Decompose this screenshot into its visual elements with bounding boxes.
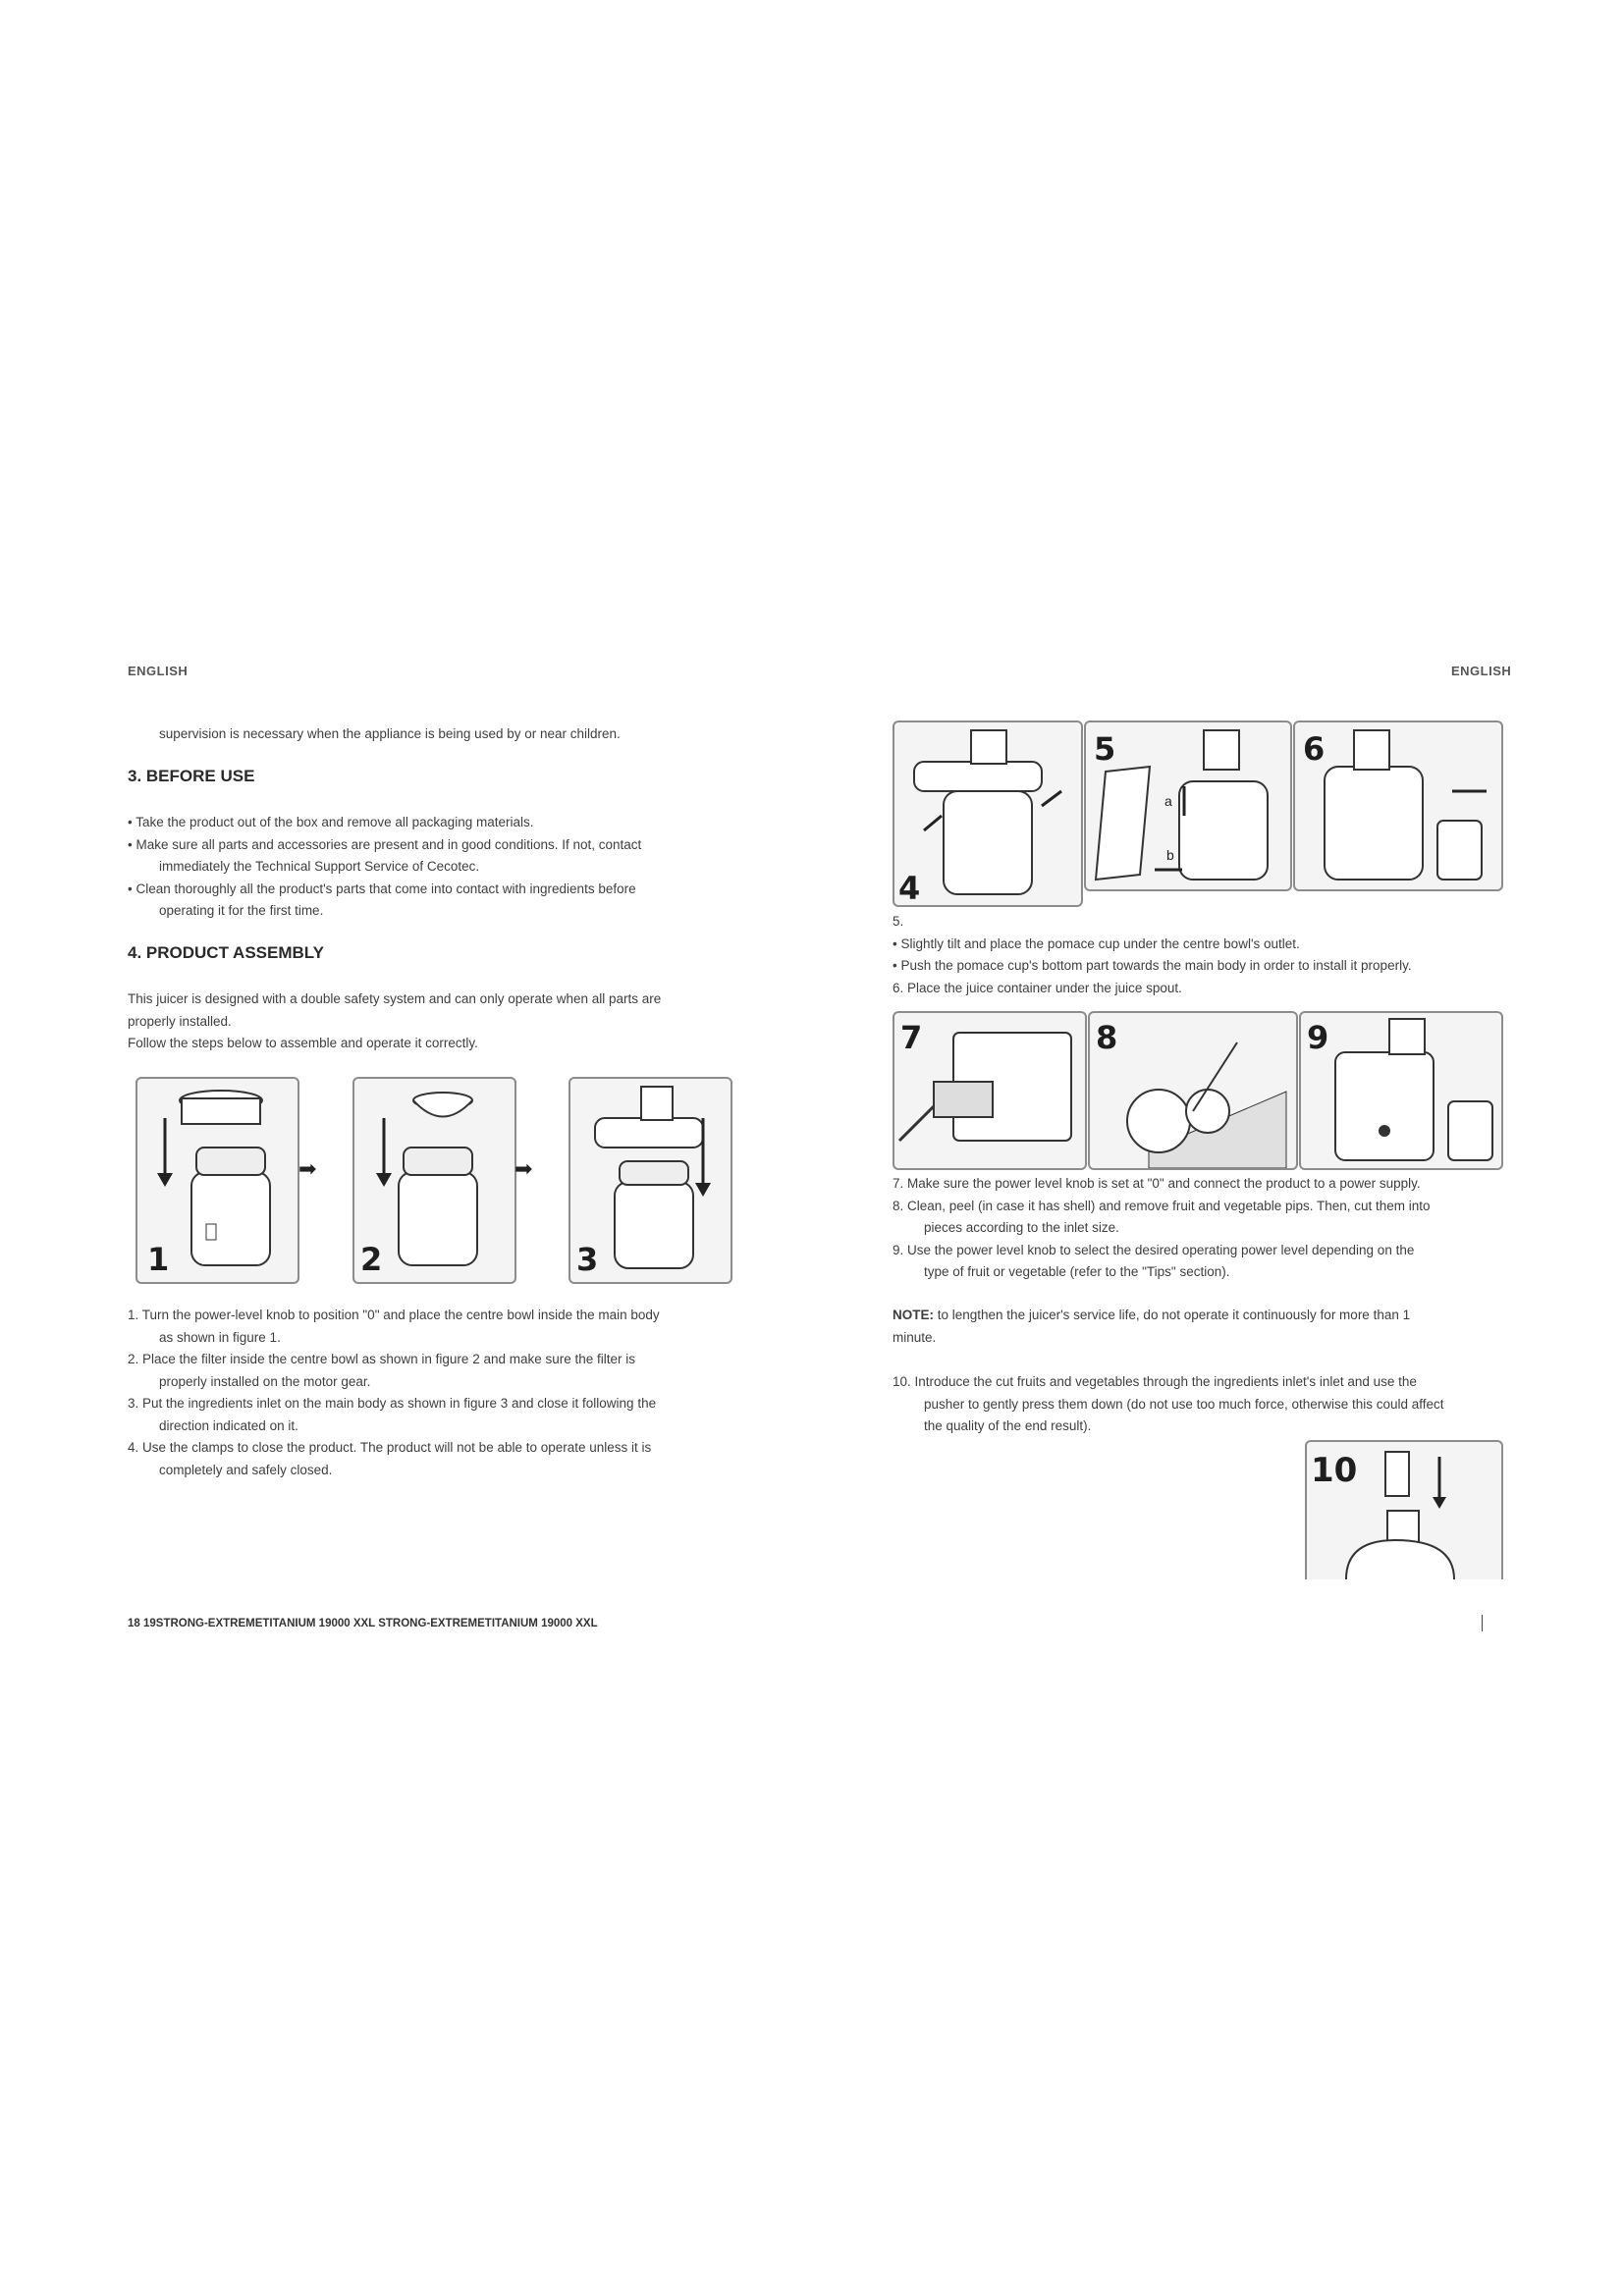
figure-number: 5 [1094,730,1116,768]
list-item: 4. Use the clamps to close the product. The product will not be able to operate unless it is [128,1440,652,1455]
step-10 [893,1371,1521,1438]
section-before-use-title: 3. BEFORE USE [128,767,255,785]
assembly-intro [128,988,766,1055]
arrow-icon: ➡ [514,1156,533,1181]
intro-text: supervision is necessary when the appliance is being used by or near children. [159,726,621,741]
list-item: 1. Turn the power-level knob to position "0" and place the centre bowl inside the main body [128,1308,660,1322]
page-header-left: ENGLISH [128,664,189,678]
section-assembly-title: 4. PRODUCT ASSEMBLY [128,943,324,962]
figure-4 [893,721,1083,907]
figure-number: 1 [147,1241,170,1278]
note-label: NOTE: [893,1308,934,1322]
arrow-icon: ➡ [298,1156,317,1181]
steps-7-9 [893,1173,1521,1284]
figure-1 [135,1077,299,1284]
figure-number: 10 [1311,1451,1358,1490]
label-b: b [1166,847,1174,863]
figure-3 [568,1077,732,1284]
step-5-6-text [893,911,1521,999]
figure-number: 2 [360,1241,383,1278]
list-item: 7. Make sure the power level knob is set at "0" and connect the product to a power supply. [893,1176,1421,1191]
figure-number: 4 [898,870,921,905]
figure-6 [1293,721,1503,891]
list-item: • Slightly tilt and place the pomace cup under the centre bowl's outlet. [893,935,1300,951]
list-item: • Clean thoroughly all the product's parts that come into contact with ingredients before [128,881,636,896]
list-item: operating it for the first time. [159,903,324,918]
paragraph-line: properly installed. [128,1013,232,1029]
figure-number: 7 [900,1019,923,1056]
list-item: • Push the pomace cup's bottom part towards the main body in order to install it properly. [893,958,1412,973]
paragraph-line: This juicer is designed with a double safety system and can only operate when all parts are [128,991,662,1006]
list-item: 2. Place the filter inside the centre bowl as shown in figure 2 and make sure the filter is [128,1352,636,1366]
pusher-illustration [1307,1442,1501,1579]
cutting-fruit-illustration [1090,1013,1296,1168]
list-item: properly installed on the motor gear. [159,1373,371,1389]
juicer-illustration-5 [1086,722,1290,889]
figure-10 [1305,1440,1503,1579]
note-text: to lengthen the juicer's service life, do not operate it continuously for more than 1 [934,1308,1411,1322]
list-item: 3. Put the ingredients inlet on the main body as shown in figure 3 and close it following the [128,1396,657,1411]
juicer-illustration-2 [354,1079,514,1282]
list-item: • Make sure all parts and accessories are present and in good conditions. If not, contact [128,836,642,852]
figure-2 [352,1077,516,1284]
figure-number: 8 [1096,1019,1118,1056]
list-item: type of fruit or vegetable (refer to the "Tips" section). [924,1264,1230,1279]
power-plug-illustration [894,1013,1085,1168]
list-item: pusher to gently press them down (do not use too much force, otherwise this could affect [924,1396,1444,1412]
list-item: 10. Introduce the cut fruits and vegetables through the ingredients inlet's inlet and use the [893,1374,1417,1389]
figure-number: 9 [1307,1019,1329,1056]
paragraph-line: Follow the steps below to assemble and operate it correctly. [128,1036,478,1050]
juicer-knob-illustration [1301,1013,1501,1168]
figure-7 [893,1011,1087,1170]
list-item: the quality of the end result). [924,1418,1092,1433]
list-item: 6. Place the juice container under the juice spout. [893,980,1182,995]
figure-5 [1084,721,1292,891]
figure-8 [1088,1011,1298,1170]
figure-number: 6 [1303,730,1326,768]
juicer-illustration-3 [570,1079,731,1282]
note [893,1305,1521,1349]
label-a: a [1164,793,1172,809]
list-item: as shown in figure 1. [159,1329,281,1345]
before-use-list [128,812,756,923]
page-footer: 18 19STRONG-EXTREMETITANIUM 19000 XXL STRONG-EXTREMETITANIUM 19000 XXL [128,1618,598,1629]
footer-divider [1482,1615,1483,1631]
list-item: 5. [893,914,904,929]
juicer-illustration-1 [137,1079,298,1282]
note-text-2: minute. [893,1329,937,1345]
juicer-illustration-4 [894,722,1081,905]
list-item: completely and safely closed. [159,1462,333,1477]
juicer-illustration-6 [1295,722,1501,889]
list-item: • Take the product out of the box and remove all packaging materials. [128,815,534,829]
list-item: direction indicated on it. [159,1417,298,1433]
list-item: 8. Clean, peel (in case it has shell) and remove fruit and vegetable pips. Then, cut them into [893,1198,1431,1213]
figure-number: 3 [576,1241,599,1278]
assembly-steps [128,1305,766,1481]
list-item: immediately the Technical Support Service of Cecotec. [159,859,480,874]
list-item: pieces according to the inlet size. [924,1220,1119,1235]
list-item: 9. Use the power level knob to select the desired operating power level depending on the [893,1242,1415,1257]
figure-9 [1299,1011,1503,1170]
page-header-right: ENGLISH [1451,664,1512,678]
